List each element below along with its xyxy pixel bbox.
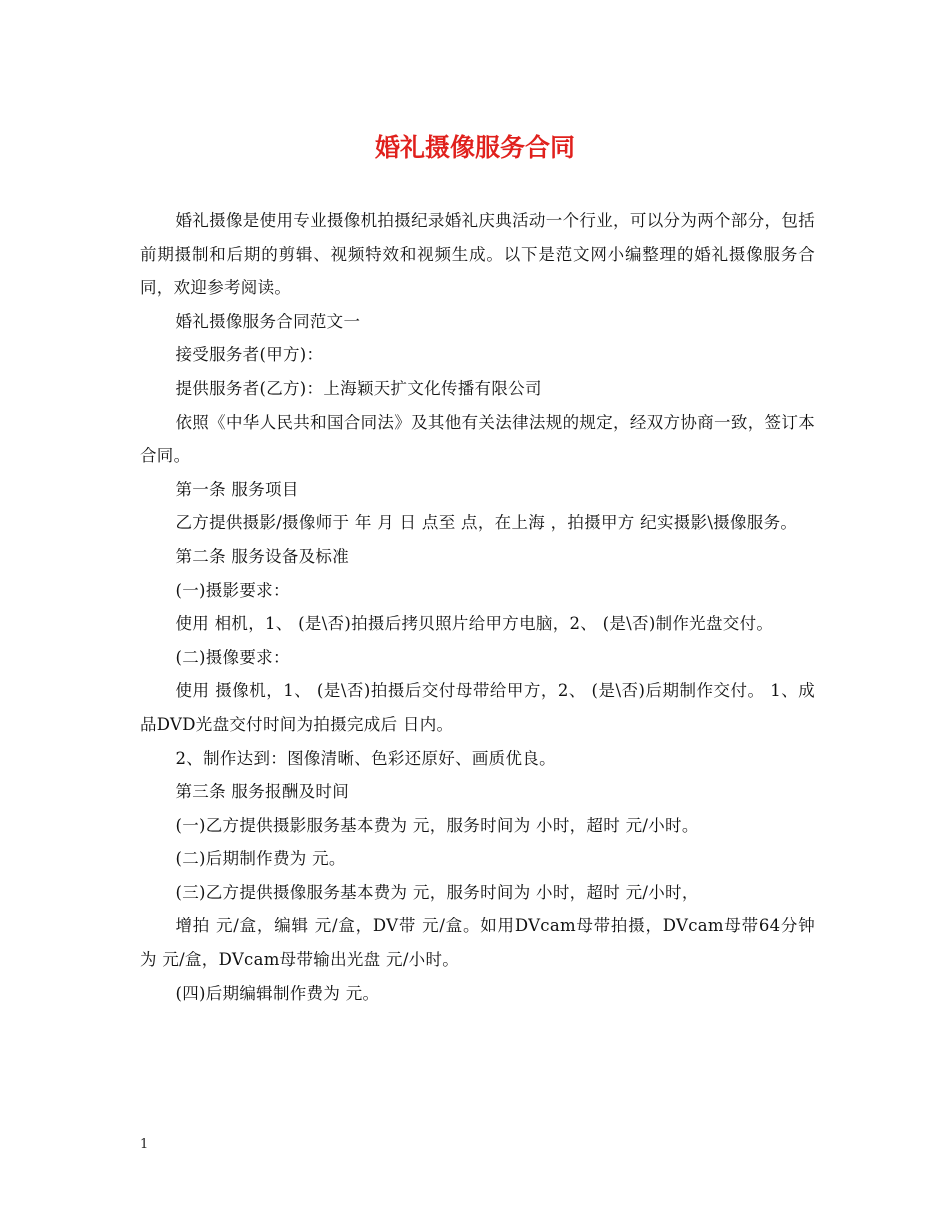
video-requirements-text: 使用 摄像机，1、 (是\否)拍摄后交付母带给甲方，2、 (是\否)后期制作交付。 1、成品DVD光盘交付时间为拍摄完成后 日内。	[140, 681, 815, 734]
photography-requirements-heading: (一)摄影要求：	[175, 580, 290, 600]
extra-fees-text: 增拍 元/盒，编辑 元/盒，DV带 元/盒。如用DVcam母带拍摄，DVcam母带64分钟 为 元/盒，DVcam母带输出光盘 元/小时。	[140, 916, 815, 970]
video-fee-text: (三)乙方提供摄像服务基本费为 元，服务时间为 小时，超时 元/小时，	[175, 882, 699, 902]
article-1-heading: 第一条 服务项目	[175, 479, 299, 499]
page-number: 1	[140, 1137, 149, 1152]
document-title: 婚礼摄像服务合同	[374, 133, 575, 162]
video-requirements-heading: (二)摄像要求：	[175, 647, 290, 667]
editing-fee-text: (四)后期编辑制作费为 元。	[175, 983, 380, 1003]
photography-fee-text: (一)乙方提供摄影服务基本费为 元，服务时间为 小时，超时 元/小时。	[175, 815, 699, 835]
document-body	[140, 204, 815, 1010]
party-a-line: 接受服务者(甲方)：	[175, 345, 324, 365]
intro-paragraph: 婚礼摄像是使用专业摄像机拍摄纪录婚礼庆典活动一个行业，可以分为两个部分，包括前期摄制和后期的剪辑、视频特效和视频生成。以下是范文网小编整理的婚礼摄像服务合同，欢迎参考阅读。	[140, 211, 815, 298]
article-2-heading: 第二条 服务设备及标准	[175, 546, 350, 566]
production-standard-text: 2、制作达到：图像清晰、色彩还原好、画质优良。	[175, 748, 556, 768]
legal-basis-paragraph: 依照《中华人民共和国合同法》及其他有关法律法规的规定，经双方协商一致，签订本合同。	[140, 412, 815, 466]
party-b-line: 提供服务者(乙方)：上海颖天扩文化传播有限公司	[175, 378, 542, 398]
post-production-fee-text: (二)后期制作费为 元。	[175, 849, 346, 869]
sample-heading: 婚礼摄像服务合同范文一	[175, 311, 361, 331]
article-1-text: 乙方提供摄影/摄像师于 年 月 日 点至 点，在上海 ，拍摄甲方 纪实摄影\摄像服务。	[175, 513, 798, 533]
photography-requirements-text: 使用 相机，1、 (是\否)拍摄后拷贝照片给甲方电脑，2、 (是\否)制作光盘交付。	[175, 614, 774, 634]
article-3-heading: 第三条 服务报酬及时间	[175, 782, 350, 802]
